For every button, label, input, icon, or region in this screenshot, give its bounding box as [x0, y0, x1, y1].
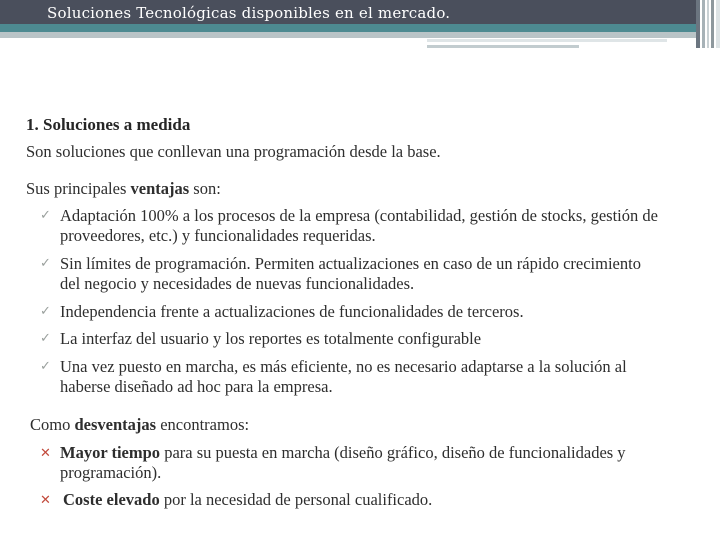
ventajas-lead: [26, 179, 221, 199]
check-icon: ✓: [40, 256, 51, 271]
desventajas-lead-suffix: encontramos:: [156, 415, 250, 434]
check-icon: ✓: [40, 304, 51, 319]
check-icon: ✓: [40, 331, 51, 346]
desventajas-lead-prefix: Como: [30, 415, 75, 434]
desventaja-item-2-bold: Coste elevado: [63, 490, 160, 509]
ventajas-lead-prefix: Sus principales: [26, 179, 131, 198]
desventaja-item-1-bold: Mayor tiempo: [60, 443, 161, 462]
ventaja-item-5-line-1: Una vez puesto en marcha, es más eficiente, no es necesario adaptarse a la solución al: [60, 357, 627, 376]
ventajas-lead-suffix: son:: [189, 179, 221, 198]
slide-title: Soluciones Tecnológicas disponibles en el mercado.: [47, 4, 451, 22]
desventaja-item-2: [63, 490, 432, 510]
cross-icon: ✕: [40, 493, 51, 508]
check-icon: ✓: [40, 208, 51, 223]
check-icon: ✓: [40, 359, 51, 374]
ventaja-item-4: La interfaz del usuario y los reportes es totalmente configurable: [60, 329, 482, 348]
desventaja-item-1-line-2: programación).: [60, 463, 162, 482]
section-heading: 1. Soluciones a medida: [26, 115, 191, 134]
desventajas-lead-bold: desventajas: [74, 415, 157, 434]
cross-icon: ✕: [40, 446, 51, 461]
ventaja-item-3: Independencia frente a actualizaciones de funcionalidades de terceros.: [60, 302, 524, 321]
ventaja-item-1-line-1: Adaptación 100% a los procesos de la empresa (contabilidad, gestión de stocks, gestión de: [60, 206, 658, 225]
ventaja-item-5-line-2: haberse diseñado ad hoc para la empresa.: [60, 377, 333, 396]
ventaja-item-1-line-2: proveedores, etc.) y funcionalidades requeridas.: [60, 226, 376, 245]
desventaja-item-1-line-1: [60, 443, 626, 463]
ventaja-item-2-line-1: Sin límites de programación. Permiten actualizaciones en caso de un rápido crecimiento: [60, 254, 641, 273]
section-intro: Son soluciones que conllevan una programación desde la base.: [26, 142, 441, 161]
desventajas-lead: [30, 415, 249, 435]
ventaja-item-2-line-2: del negocio y necesidades de nuevas funcionalidades.: [60, 274, 415, 293]
ventajas-lead-bold: ventajas: [130, 179, 190, 198]
desventaja-item-2-rest: por la necesidad de personal cualificado.: [159, 490, 433, 509]
desventaja-item-1-rest: para su puesta en marcha (diseño gráfico, diseño de funcionalidades y: [160, 443, 626, 462]
